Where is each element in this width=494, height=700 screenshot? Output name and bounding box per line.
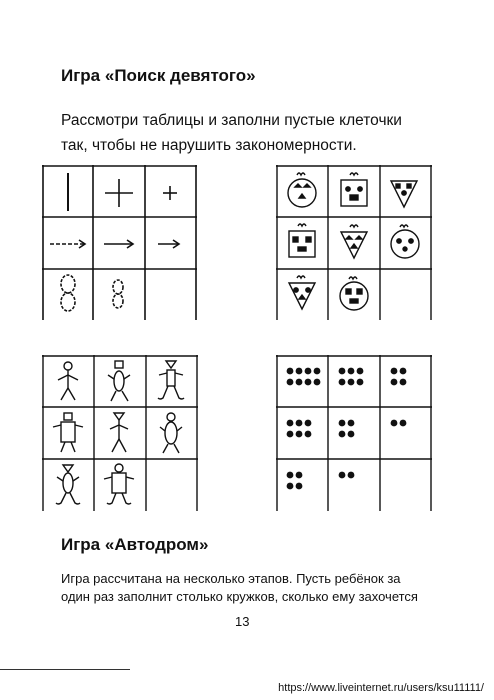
stick-figure-round-head-oval-body	[160, 413, 182, 453]
dot	[400, 420, 407, 427]
dot	[348, 379, 355, 386]
instructions	[61, 108, 441, 158]
small-plus-sign	[163, 186, 177, 200]
dot	[296, 472, 303, 479]
dot	[357, 368, 364, 375]
dot	[287, 483, 294, 490]
stick-figure-square-head-rect-body	[53, 413, 83, 452]
dot	[314, 379, 321, 386]
section-title-avtodrom: Игра «Автодром»	[61, 535, 209, 554]
dot	[296, 431, 303, 438]
stick-figure-square-head-oval-body	[108, 361, 130, 401]
dot	[296, 379, 303, 386]
footer-divider	[0, 669, 130, 670]
dot	[287, 472, 294, 479]
dot	[287, 368, 294, 375]
dot	[391, 379, 398, 386]
dot	[348, 431, 355, 438]
dot	[348, 472, 355, 479]
stick-figure-round-head-rect-body	[104, 464, 134, 504]
page-number: 13	[235, 614, 250, 629]
triangle-face-square-eyes	[391, 181, 417, 207]
large-plus-sign	[105, 179, 133, 207]
page-title: Игра «Поиск девятого»	[61, 66, 256, 85]
dot	[296, 483, 303, 490]
round-face-square-eyes-tuft	[340, 277, 368, 310]
puzzle-lines-arrows	[42, 165, 197, 320]
dot	[296, 368, 303, 375]
dot	[287, 431, 294, 438]
triangle-face-round-eyes-tuft	[289, 276, 315, 309]
dot	[339, 379, 346, 386]
dashed-arrow	[50, 240, 85, 248]
round-face-round-eyes	[391, 225, 419, 258]
dot	[305, 368, 312, 375]
dot	[339, 431, 346, 438]
dot	[348, 368, 355, 375]
footer-url: https://www.liveinternet.ru/users/ksu11111/	[278, 682, 484, 694]
stick-figure-triangle-head-oval-body	[56, 465, 80, 504]
triangle-face-triangle-eyes-tuft	[341, 225, 367, 258]
dot	[391, 420, 398, 427]
small-figure-eight	[113, 280, 123, 308]
dot	[314, 368, 321, 375]
instruction-line-1: Рассмотри таблицы и заполни пустые клеточки	[61, 112, 402, 129]
stick-figure-round-head	[58, 362, 78, 400]
square-face-square-eyes-tuft	[289, 224, 315, 257]
dot	[339, 420, 346, 427]
section-text	[61, 570, 461, 606]
dot	[305, 431, 312, 438]
dot	[357, 379, 364, 386]
dot	[339, 368, 346, 375]
stick-figure-triangle-head-rect-body	[158, 361, 184, 399]
puzzle-dots	[276, 355, 432, 511]
instruction-line-2: так, чтобы не нарушить закономерности.	[61, 137, 357, 154]
section-text-line-1: Игра рассчитана на несколько этапов. Пусть ребёнок за	[61, 571, 401, 586]
puzzle-faces	[276, 165, 432, 320]
large-figure-eight	[61, 275, 75, 311]
dots-layer	[287, 368, 407, 490]
dot	[305, 420, 312, 427]
dot	[287, 420, 294, 427]
dot	[296, 420, 303, 427]
dot	[305, 379, 312, 386]
section-text-line-2: один раз заполнит столько кружков, сколько ему захочется	[61, 589, 418, 604]
short-arrow	[158, 240, 179, 248]
dot	[339, 472, 346, 479]
round-face-triangle-eyes-tuft	[288, 173, 316, 207]
puzzle-stick-figures	[42, 355, 198, 511]
dot	[400, 379, 407, 386]
dot	[400, 368, 407, 375]
dot	[348, 420, 355, 427]
stick-figure-triangle-head	[110, 413, 128, 452]
medium-arrow	[104, 240, 133, 248]
square-face-round-eyes-tuft	[341, 173, 367, 206]
dot	[391, 368, 398, 375]
dot	[287, 379, 294, 386]
